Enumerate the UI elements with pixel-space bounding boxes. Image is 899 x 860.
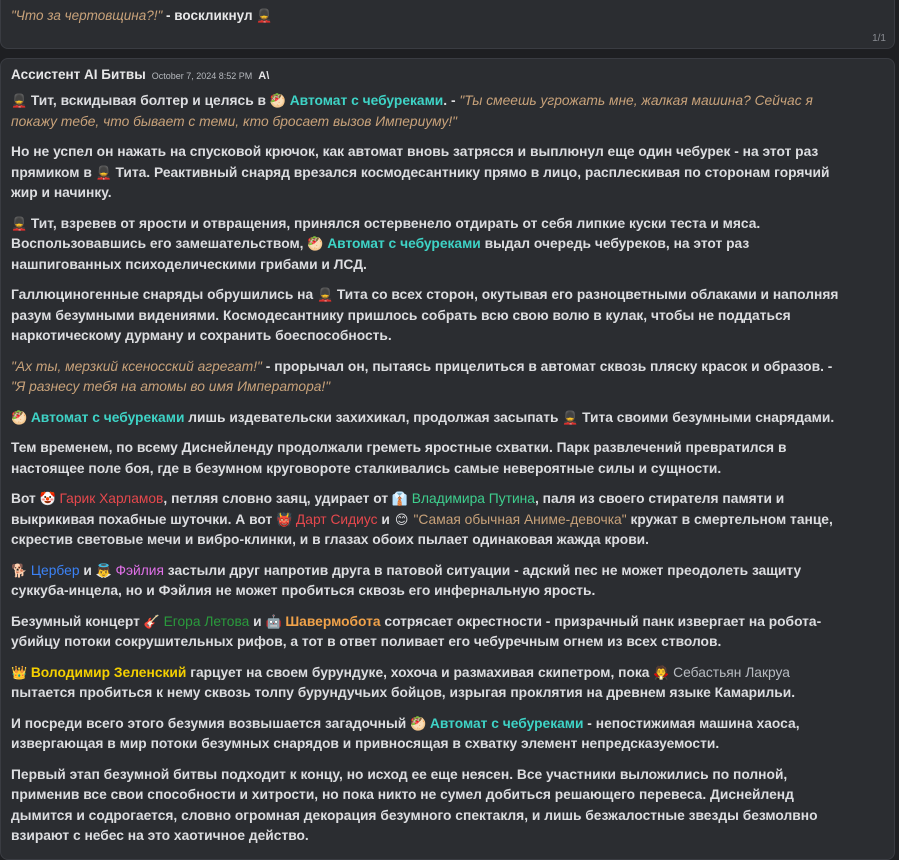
dog-icon: 🐕 xyxy=(11,562,28,578)
text: лишь издевательски захихикал, продолжая засыпать xyxy=(184,409,563,425)
text: пытается пробиться к нему сквозь толпу бурундучьих бойцов, изрыгая проклятия на древнем языке Камарильи. xyxy=(11,685,796,700)
mention-garik[interactable]: Гарик Харламов xyxy=(59,491,164,506)
paragraph-9 xyxy=(11,561,847,602)
text: , паля из своего стирателя памяти и выкрикивая похабные шуточки. А вот xyxy=(11,491,785,527)
text: и xyxy=(249,613,266,629)
soldier-icon: 💂 xyxy=(11,215,28,231)
soldier-icon: 💂 xyxy=(562,409,579,425)
page-counter: 1/1 xyxy=(872,33,886,44)
text: Тита своими безумными снарядами. xyxy=(578,409,835,425)
mention-zelensky[interactable]: Володимир Зеленский xyxy=(30,664,187,680)
food-icon: 🥙 xyxy=(11,409,28,425)
message-card xyxy=(0,58,895,860)
text: И посреди всего этого безумия возвышается загадочный xyxy=(11,715,411,731)
suit-icon: 👔 xyxy=(391,491,409,506)
text: и xyxy=(377,511,394,527)
mention-shaverma[interactable]: Шавермобота xyxy=(285,613,381,629)
text: Но не успел он нажать на спусковой крючок, как автомат вновь затрясся и выплюнул еще один чебурек - на этот раз прямиком в xyxy=(11,144,819,180)
smile-icon: 😊 xyxy=(394,511,409,527)
text: Галлюциногенные снаряды обрушились на xyxy=(11,287,317,302)
mention-putin[interactable]: Владимира Путина xyxy=(411,491,535,506)
text: Тит, вскидывая болтер и целясь в xyxy=(27,93,270,108)
mention-automat[interactable]: Автомат с чебуреками xyxy=(327,236,481,251)
food-icon: 🥙 xyxy=(269,93,287,108)
text: - прорычал он, пытаясь прицелиться в автомат сквозь пляску красок и образов. - xyxy=(261,358,833,374)
food-icon: 🥙 xyxy=(410,715,427,731)
paragraph-13: Первый этап безумной битвы подходит к концу, но исход ее еще неясен. Все участники выложились по полной, применив все свои способности и хитрости, но пока никто не сумел добиться решающего перевеса. Диснейленд дымится и содрогается, словно огромная декорация безумного спектакля, и лишь безжалостные звезды безмолвно взирают с небес на это хаотичное действо. xyxy=(11,766,818,843)
quote: "Я разнесу тебя на атомы во имя Императора!" xyxy=(11,379,331,394)
text: Тит, взревев от ярости и отвращения, принялся остервенело отдирать от себя липкие куски теста и мяса. Воспользовавшись его замешательством, xyxy=(11,215,761,251)
mention-automat[interactable]: Автомат с чебуреками xyxy=(30,409,185,425)
paragraph-1 xyxy=(11,91,847,132)
text: кружат в смертельном танце, скрестив световые мечи и вибро-клинки, и в глазах обоих пылает одинаковая жажда крови. xyxy=(11,511,833,547)
crown-icon: 👑 xyxy=(11,664,28,680)
message-header xyxy=(11,67,269,82)
vampire-icon: 🧛 xyxy=(653,664,670,680)
author-name[interactable]: Ассистент AI Битвы xyxy=(11,67,146,82)
paragraph-8 xyxy=(11,489,847,551)
text: Вот xyxy=(11,491,40,506)
paragraph-7: Тем временем, по всему Диснейленду продолжали греметь яростные схватки. Парк развлечений превратился в настоящее поле боя, где в безумном круговороте сталкивались самые невероятные силы и сущности. xyxy=(11,440,787,476)
text: выдал очередь чебуреков, на этот раз нашпигованных психоделическими грибами и ЛСД. xyxy=(11,236,750,272)
paragraph-12 xyxy=(11,714,847,755)
previous-message-card xyxy=(0,0,895,49)
soldier-icon: 💂 xyxy=(256,8,273,23)
text: , петляя словно заяц, удирает от xyxy=(163,491,392,506)
soldier-icon: 💂 xyxy=(95,164,112,180)
previous-quote: "Что за чертовщина?!" xyxy=(11,8,163,23)
angel-icon: 👼 xyxy=(95,562,112,578)
text: застыли друг напротив друга в патовой ситуации - адский пес не может преодолеть защиту суккуба-инцела, но и Фэйлия не может пробиться сквозь его инфернальную ярость. xyxy=(11,562,802,598)
paragraph-11 xyxy=(11,663,847,704)
devil-icon: 👹 xyxy=(276,511,293,527)
guitar-icon: 🎸 xyxy=(143,613,160,629)
quote: "Ах ты, мерзкий ксеносский агрегат!" xyxy=(11,358,262,374)
mention-sidious[interactable]: Дарт Сидиус xyxy=(295,511,378,527)
text: Тита. Реактивный снаряд врезался космодесантнику прямо в лицо, расплескивая по сторонам горячий жир и начинку. xyxy=(11,164,830,200)
text: - непостижимая машина хаоса, извергающая в мир потоки безумных снарядов и привносящая в схватку элемент непредсказуемости. xyxy=(11,715,800,751)
quote: "Ты смеешь угрожать мне, жалкая машина? Сейчас я покажу тебе, что бывает с теми, кто бросает вызов Империуму!" xyxy=(11,93,813,129)
paragraph-10 xyxy=(11,612,847,653)
paragraph-2 xyxy=(11,142,847,204)
robot-icon: 🤖 xyxy=(265,613,282,629)
text: . - xyxy=(443,93,460,108)
mention-cerber[interactable]: Цербер xyxy=(30,562,80,578)
text: Безумный концерт xyxy=(11,613,144,629)
clown-icon: 🤡 xyxy=(39,491,56,506)
previous-text: - воскликнул xyxy=(162,8,257,23)
paragraph-3 xyxy=(11,214,847,276)
paragraph-5 xyxy=(11,357,847,398)
paragraph-4 xyxy=(11,285,847,347)
message-body xyxy=(11,91,847,857)
text: гарцует на своем бурундуке, хохоча и размахивая скипетром, пока xyxy=(186,664,654,680)
soldier-icon: 💂 xyxy=(11,93,28,108)
mention-automat[interactable]: Автомат с чебуреками xyxy=(429,715,584,731)
mention-automat[interactable]: Автомат с чебуреками xyxy=(289,93,444,108)
mention-sebastian[interactable]: Себастьян Лакруа xyxy=(673,664,790,680)
text: и xyxy=(79,562,96,578)
bot-tag: A\ xyxy=(258,70,270,82)
text: сотрясает окрестности - призрачный панк извергает на робота-убийцу потоки сокрушительных рифов, а тот в ответ поливает его чебуречным огнем из всех стволов. xyxy=(11,613,822,649)
paragraph-6 xyxy=(11,408,847,429)
soldier-icon: 💂 xyxy=(317,287,334,302)
previous-message-text xyxy=(11,8,272,24)
food-icon: 🥙 xyxy=(307,236,324,251)
mention-letov[interactable]: Егора Летова xyxy=(163,613,250,629)
message-timestamp: October 7, 2024 8:52 PM xyxy=(151,71,253,81)
mention-anime-girl[interactable]: "Самая обычная Аниме-девочка" xyxy=(413,511,627,527)
text: Тита со всех сторон, окутывая его разноцветными облаками и наполняя разум безумными видениями. Космодесантнику пришлось собрать всю свою волю в кулак, чтобы не поддаться наркотическому дурману и сохранить боеспособность. xyxy=(11,287,839,343)
mention-failia[interactable]: Фэйлия xyxy=(115,562,164,578)
